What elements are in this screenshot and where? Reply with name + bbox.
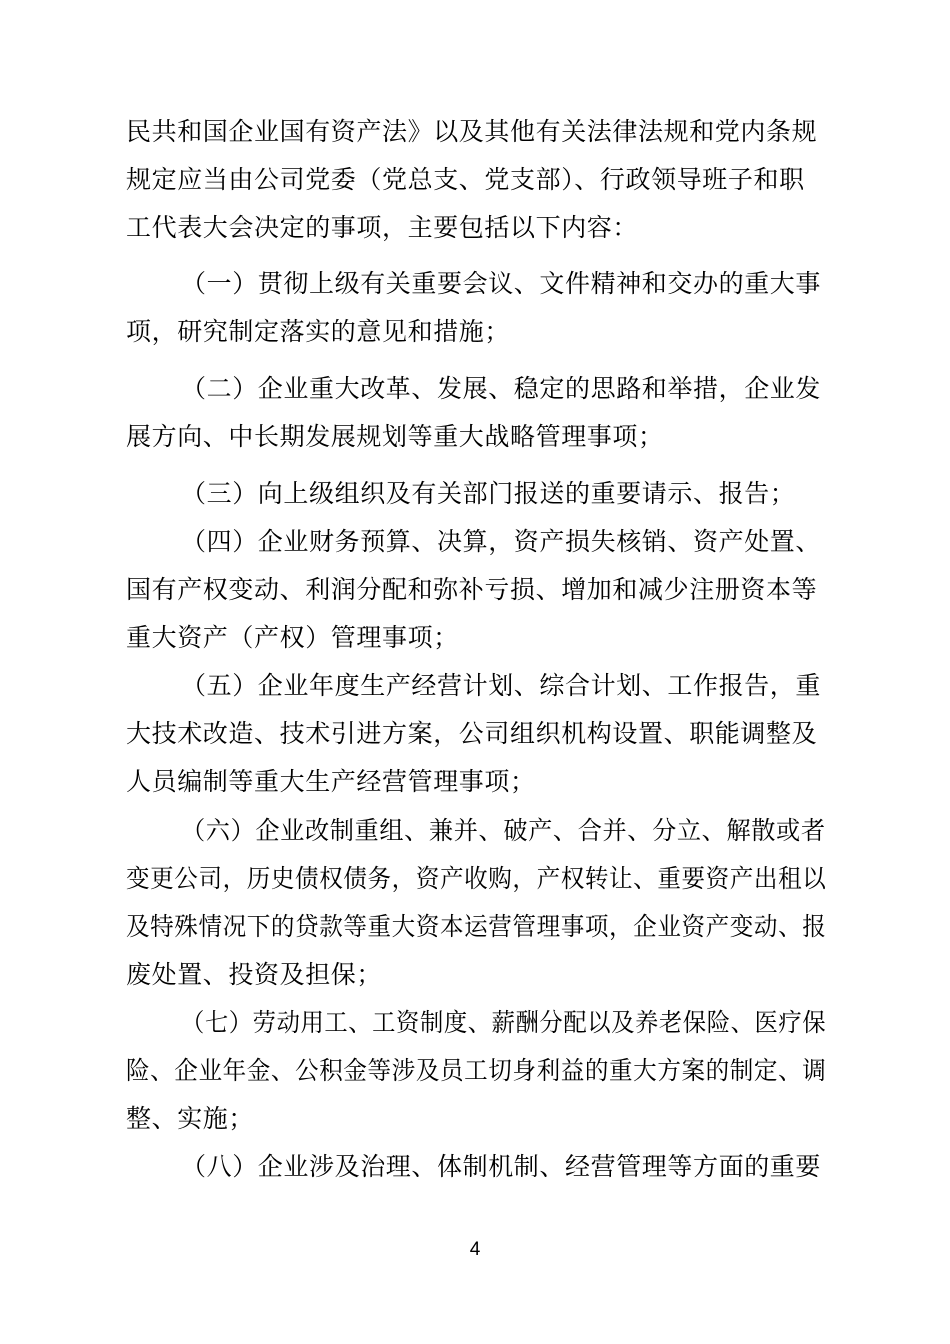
text-line: （四）企业财务预算、决算，资产损失核销、资产处置、 bbox=[181, 527, 822, 556]
text-line: 展方向、中长期发展规划等重大战略管理事项； bbox=[126, 422, 664, 451]
text-line: 废处置、投资及担保； bbox=[126, 960, 383, 989]
text-line: 民共和国企业国有资产法》以及其他有关法律法规和党内条规 bbox=[126, 117, 818, 146]
text-line: 变更公司，历史债权债务，资产收购，产权转让、重要资产出租以 bbox=[126, 864, 827, 893]
text-line: （三）向上级组织及有关部门报送的重要请示、报告； bbox=[181, 479, 796, 508]
text-line: 人员编制等重大生产经营管理事项； bbox=[126, 767, 536, 796]
text-line: （七）劳动用工、工资制度、薪酬分配以及养老保险、医疗保 bbox=[181, 1008, 827, 1037]
text-line: 重大资产（产权）管理事项； bbox=[126, 623, 459, 652]
text-line: 整、实施； bbox=[126, 1104, 255, 1133]
text-line: （八）企业涉及治理、体制机制、经营管理等方面的重要 bbox=[181, 1152, 822, 1181]
text-line: 项，研究制定落实的意见和措施； bbox=[126, 317, 511, 346]
text-line: 及特殊情况下的贷款等重大资本运营管理事项，企业资产变动、报 bbox=[126, 912, 827, 941]
page-number: 4 bbox=[469, 1239, 481, 1260]
text-line: 国有产权变动、利润分配和弥补亏损、增加和减少注册资本等 bbox=[126, 575, 818, 604]
text-line: 大技术改造、技术引进方案，公司组织机构设置、职能调整及 bbox=[126, 719, 818, 748]
text-line: 工代表大会决定的事项，主要包括以下内容： bbox=[126, 213, 639, 242]
text-line: （五）企业年度生产经营计划、综合计划、工作报告，重 bbox=[181, 671, 822, 700]
text-line: （一）贯彻上级有关重要会议、文件精神和交办的重大事 bbox=[181, 269, 822, 298]
text-line: 险、企业年金、公积金等涉及员工切身利益的重大方案的制定、调 bbox=[126, 1056, 827, 1085]
text-line: （二）企业重大改革、发展、稳定的思路和举措，企业发 bbox=[181, 374, 822, 403]
text-line: （六）企业改制重组、兼并、破产、合并、分立、解散或者 bbox=[181, 816, 826, 845]
text-line: 规定应当由公司党委（党总支、党支部）、行政领导班子和职 bbox=[126, 165, 805, 194]
